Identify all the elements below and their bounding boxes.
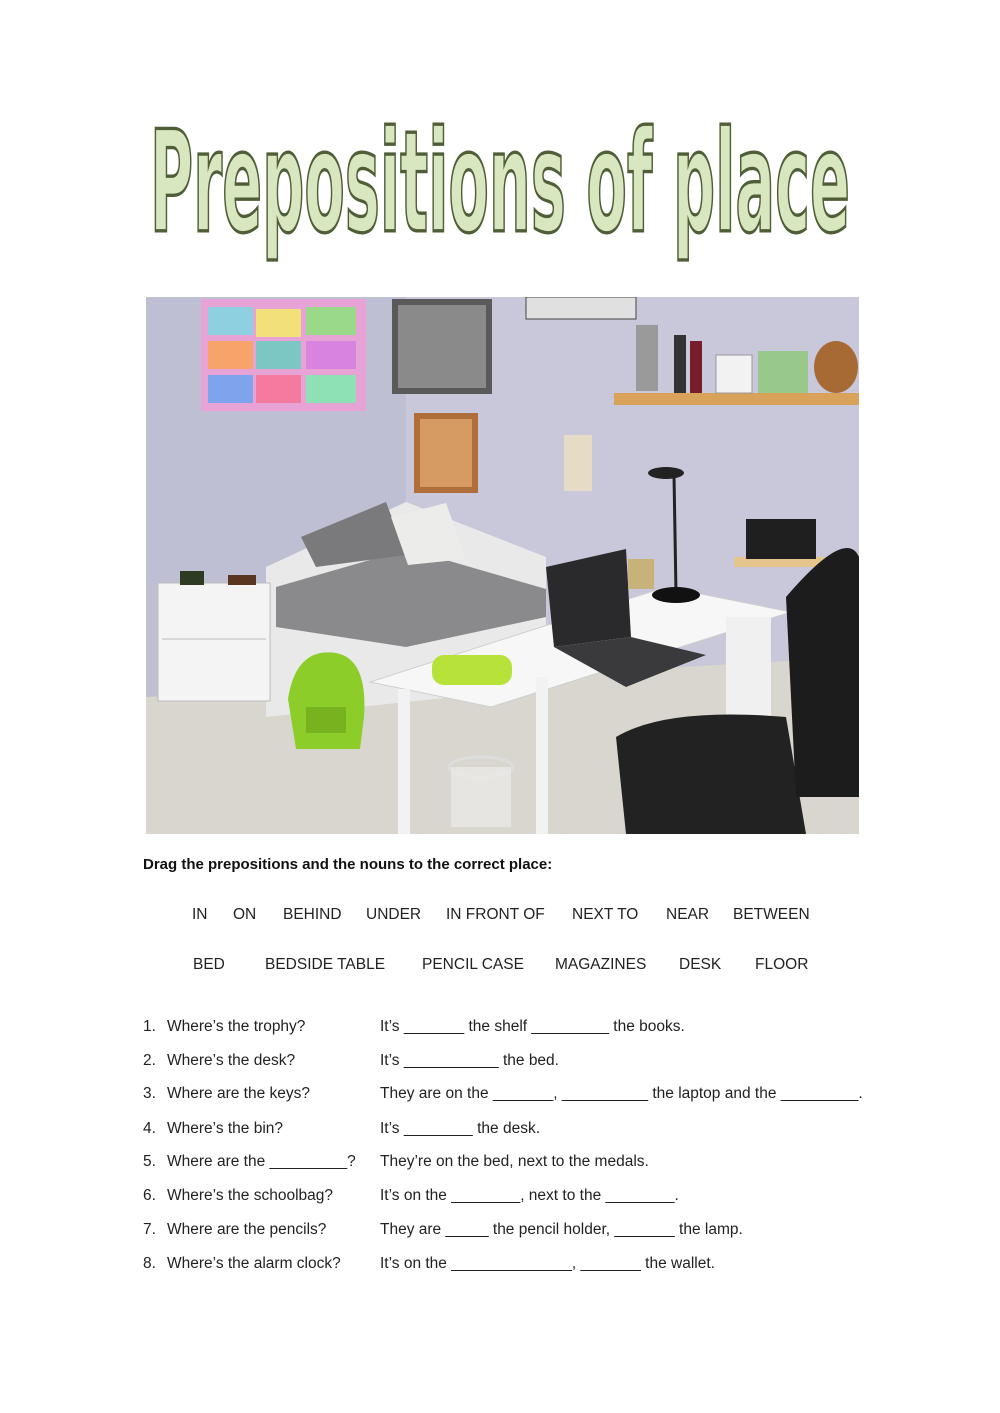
title-text: Prepositions of place [150, 112, 850, 265]
question-row [143, 1221, 933, 1241]
question-text: Where’s the bin? [167, 1120, 284, 1137]
prepositions-bank [0, 906, 1000, 926]
question-number: 4. [143, 1120, 156, 1137]
preposition-word[interactable]: NEAR [666, 906, 710, 923]
question-number: 8. [143, 1255, 156, 1272]
noun-word[interactable]: FLOOR [755, 956, 809, 973]
question-row [143, 1187, 933, 1207]
preposition-word[interactable]: UNDER [366, 906, 422, 923]
answer-line[interactable]: It’s on the ______________, _______ the wallet. [380, 1255, 715, 1272]
question-row [143, 1018, 933, 1038]
question-text: Where’s the trophy? [167, 1018, 306, 1035]
noun-word[interactable]: BEDSIDE TABLE [265, 956, 386, 973]
noun-word[interactable]: BED [193, 956, 225, 973]
question-number: 7. [143, 1221, 156, 1238]
question-number: 6. [143, 1187, 156, 1204]
question-number: 1. [143, 1018, 156, 1035]
question-row [143, 1052, 933, 1072]
answer-line[interactable]: It’s _______ the shelf _________ the books. [380, 1018, 685, 1035]
question-number: 2. [143, 1052, 156, 1069]
question-text: Where’s the schoolbag? [167, 1187, 334, 1204]
question-text: Where’s the desk? [167, 1052, 296, 1069]
answer-line[interactable]: They are _____ the pencil holder, _______ the lamp. [380, 1221, 743, 1238]
preposition-word[interactable]: BEHIND [283, 906, 342, 923]
noun-word[interactable]: DESK [679, 956, 722, 973]
answer-line[interactable]: It’s on the ________, next to the ________. [380, 1187, 679, 1204]
preposition-word[interactable]: ON [233, 906, 257, 923]
question-row [143, 1153, 933, 1173]
question-text: Where are the keys? [167, 1085, 311, 1102]
question-row [143, 1255, 933, 1275]
nouns-bank [0, 956, 1000, 976]
instruction-text: Drag the prepositions and the nouns to the correct place: [143, 856, 553, 873]
answer-line: They’re on the bed, next to the medals. [380, 1153, 649, 1170]
question-text: Where’s the alarm clock? [167, 1255, 341, 1272]
page-title [140, 112, 860, 282]
answer-line[interactable]: It’s ___________ the bed. [380, 1052, 559, 1069]
answer-line[interactable]: They are on the _______, __________ the laptop and the _________. [380, 1085, 863, 1102]
preposition-word[interactable]: BETWEEN [733, 906, 810, 923]
question-number: 3. [143, 1085, 156, 1102]
preposition-word[interactable]: IN FRONT OF [446, 906, 545, 923]
bedroom-photo [146, 297, 859, 834]
answer-line[interactable]: It’s ________ the desk. [380, 1120, 541, 1137]
question-row [143, 1085, 933, 1105]
preposition-word[interactable]: NEXT TO [572, 906, 639, 923]
noun-word[interactable]: MAGAZINES [555, 956, 647, 973]
question-text: Where are the pencils? [167, 1221, 327, 1238]
question-number: 5. [143, 1153, 156, 1170]
preposition-word[interactable]: IN [192, 906, 208, 923]
question-text[interactable]: Where are the _________? [167, 1153, 356, 1170]
question-row [143, 1120, 933, 1140]
noun-word[interactable]: PENCIL CASE [422, 956, 524, 973]
